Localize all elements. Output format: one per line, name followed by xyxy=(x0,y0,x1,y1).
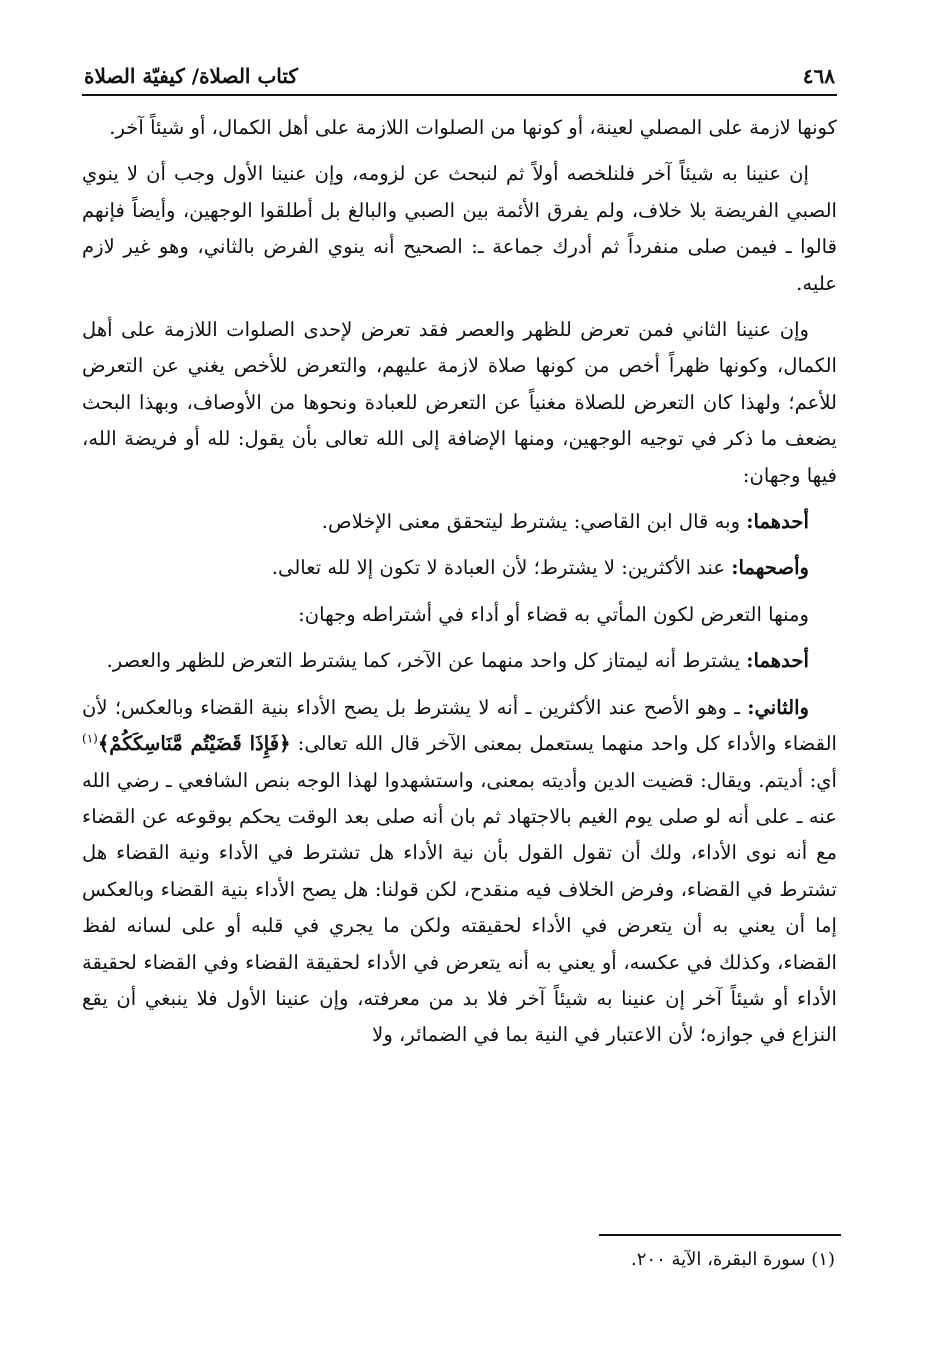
paragraph-label: والثاني: xyxy=(747,695,809,719)
quran-verse: ﴿فَإِذَا قَضَيْتُم مَّنَاسِكَكُمْ﴾ xyxy=(97,732,291,756)
paragraph-label: أحدهما: xyxy=(746,510,809,534)
paragraph-label: وأصحهما: xyxy=(731,556,809,580)
footnote: (١) سورة البقرة، الآية ٢٠٠. xyxy=(631,1249,835,1270)
paragraph-7 xyxy=(82,643,837,679)
paragraph-text: أي: أديتم. ويقال: قضيت الدين وأديته بمعنى، واستشهدوا لهذا الوجه بنص الشافعي ـ رضي الله عنه ـ على أنه لو صلى يوم الغيم بالاجتهاد ثم بان أنه صلى بعد الوقت يحكم بوقوعه عن القضاء مع أنه نوى الأداء، ولك أن تقول القول بأن نية الأداء هل تشترط في الأداء ونية القضاء هل تشترط في القضاء، وفرض الخلاف فيه منقدح، لكن قولنا: هل يصح الأداء بنية القضاء وبالعكس إما أن يعني به أن يتعرض في الأداء لحقيقته ولكن ما يجري في قلبه أو على لسانه لفظ القضاء، وكذلك في عكسه، أو يعني به أنه يتعرض في الأداء لحقيقة القضاء وفي القضاء لحقيقة الأداء أو شيئاً آخر إن عنينا به شيئاً آخر فلا بد من معرفته، وإن عنينا الأول فلا ينبغي أن يقع النزاع في جوازه؛ لأن الاعتبار في النية بما في الضمائر، ولا xyxy=(82,768,838,1047)
paragraph-2 xyxy=(82,156,837,302)
paragraph-6 xyxy=(82,597,837,633)
paragraph-text: إن عنينا به شيئاً آخر فلنلخصه أولاً ثم لنبحث عن لزومه، وإن عنينا الأول وجب أن لا ينوي الصبي الفريضة بلا خلاف، ولم يفرق الأئمة بين الصبي والبالغ بل أطلقوا الوجهين، وأيضاً فإنهم قالوا ـ فيمن صلى منفرداً ثم أدرك جماعة ـ: الصحيح أنه ينوي الفرض بالثاني، وهو غير لازم عليه. xyxy=(82,162,837,295)
paragraph-1 xyxy=(82,110,837,146)
main-text xyxy=(82,110,837,1054)
paragraph-text: كونها لازمة على المصلي لعينة، أو كونها من الصلوات اللازمة على أهل الكمال، أو شيئاً آخر. xyxy=(109,116,837,139)
paragraph-text: وبه قال ابن القاصي: يشترط ليتحقق معنى الإخلاص. xyxy=(321,510,747,534)
paragraph-label: أحدهما: xyxy=(746,649,809,673)
running-header xyxy=(82,48,837,96)
page-number: ٤٦٨ xyxy=(802,64,835,88)
paragraph-3 xyxy=(82,312,837,494)
running-title: كتاب الصلاة/ كيفيّة الصلاة xyxy=(84,64,298,88)
paragraph-text: ـ وهو الأصح عند الأكثرين ـ أنه لا يشترط بل يصح الأداء بنية القضاء وبالعكس؛ لأن القضاء والأداء كل واحد منهما يستعمل بمعنى الآخر قال الله تعالى: xyxy=(82,695,837,756)
paragraph-5 xyxy=(82,550,837,586)
paragraph-text: ومنها التعرض لكون المأتي به قضاء أو أداء في أشتراطه وجهان: xyxy=(298,602,809,626)
paragraph-text: وإن عنينا الثاني فمن تعرض للظهر والعصر فقد تعرض لإحدى الصلوات اللازمة على أهل الكمال، وكونها ظهراً أخص من كونها صلاة لازمة عليهم، والتعرض للأخص يغني عن التعرض للأعم؛ ولهذا كان التعرض للصلاة مغنياً عن التعرض للعبادة ونحوها من الأوصاف، وبهذا البحث يضعف ما ذكر في توجيه الوجهين، ومنها الإضافة إلى الله تعالى بأن يقول: لله أو فريضة الله، فيها وجهان: xyxy=(82,318,837,487)
page xyxy=(82,48,837,1056)
paragraph-8 xyxy=(82,690,837,1054)
paragraph-text: عند الأكثرين: لا يشترط؛ لأن العبادة لا تكون إلا لله تعالى. xyxy=(271,556,732,580)
paragraph-4 xyxy=(82,504,837,540)
footnote-marker: (١) xyxy=(82,731,98,746)
footnote-divider xyxy=(599,1234,841,1236)
paragraph-text: يشترط أنه ليمتاز كل واحد منهما عن الآخر، كما يشترط التعرض للظهر والعصر. xyxy=(106,649,747,673)
